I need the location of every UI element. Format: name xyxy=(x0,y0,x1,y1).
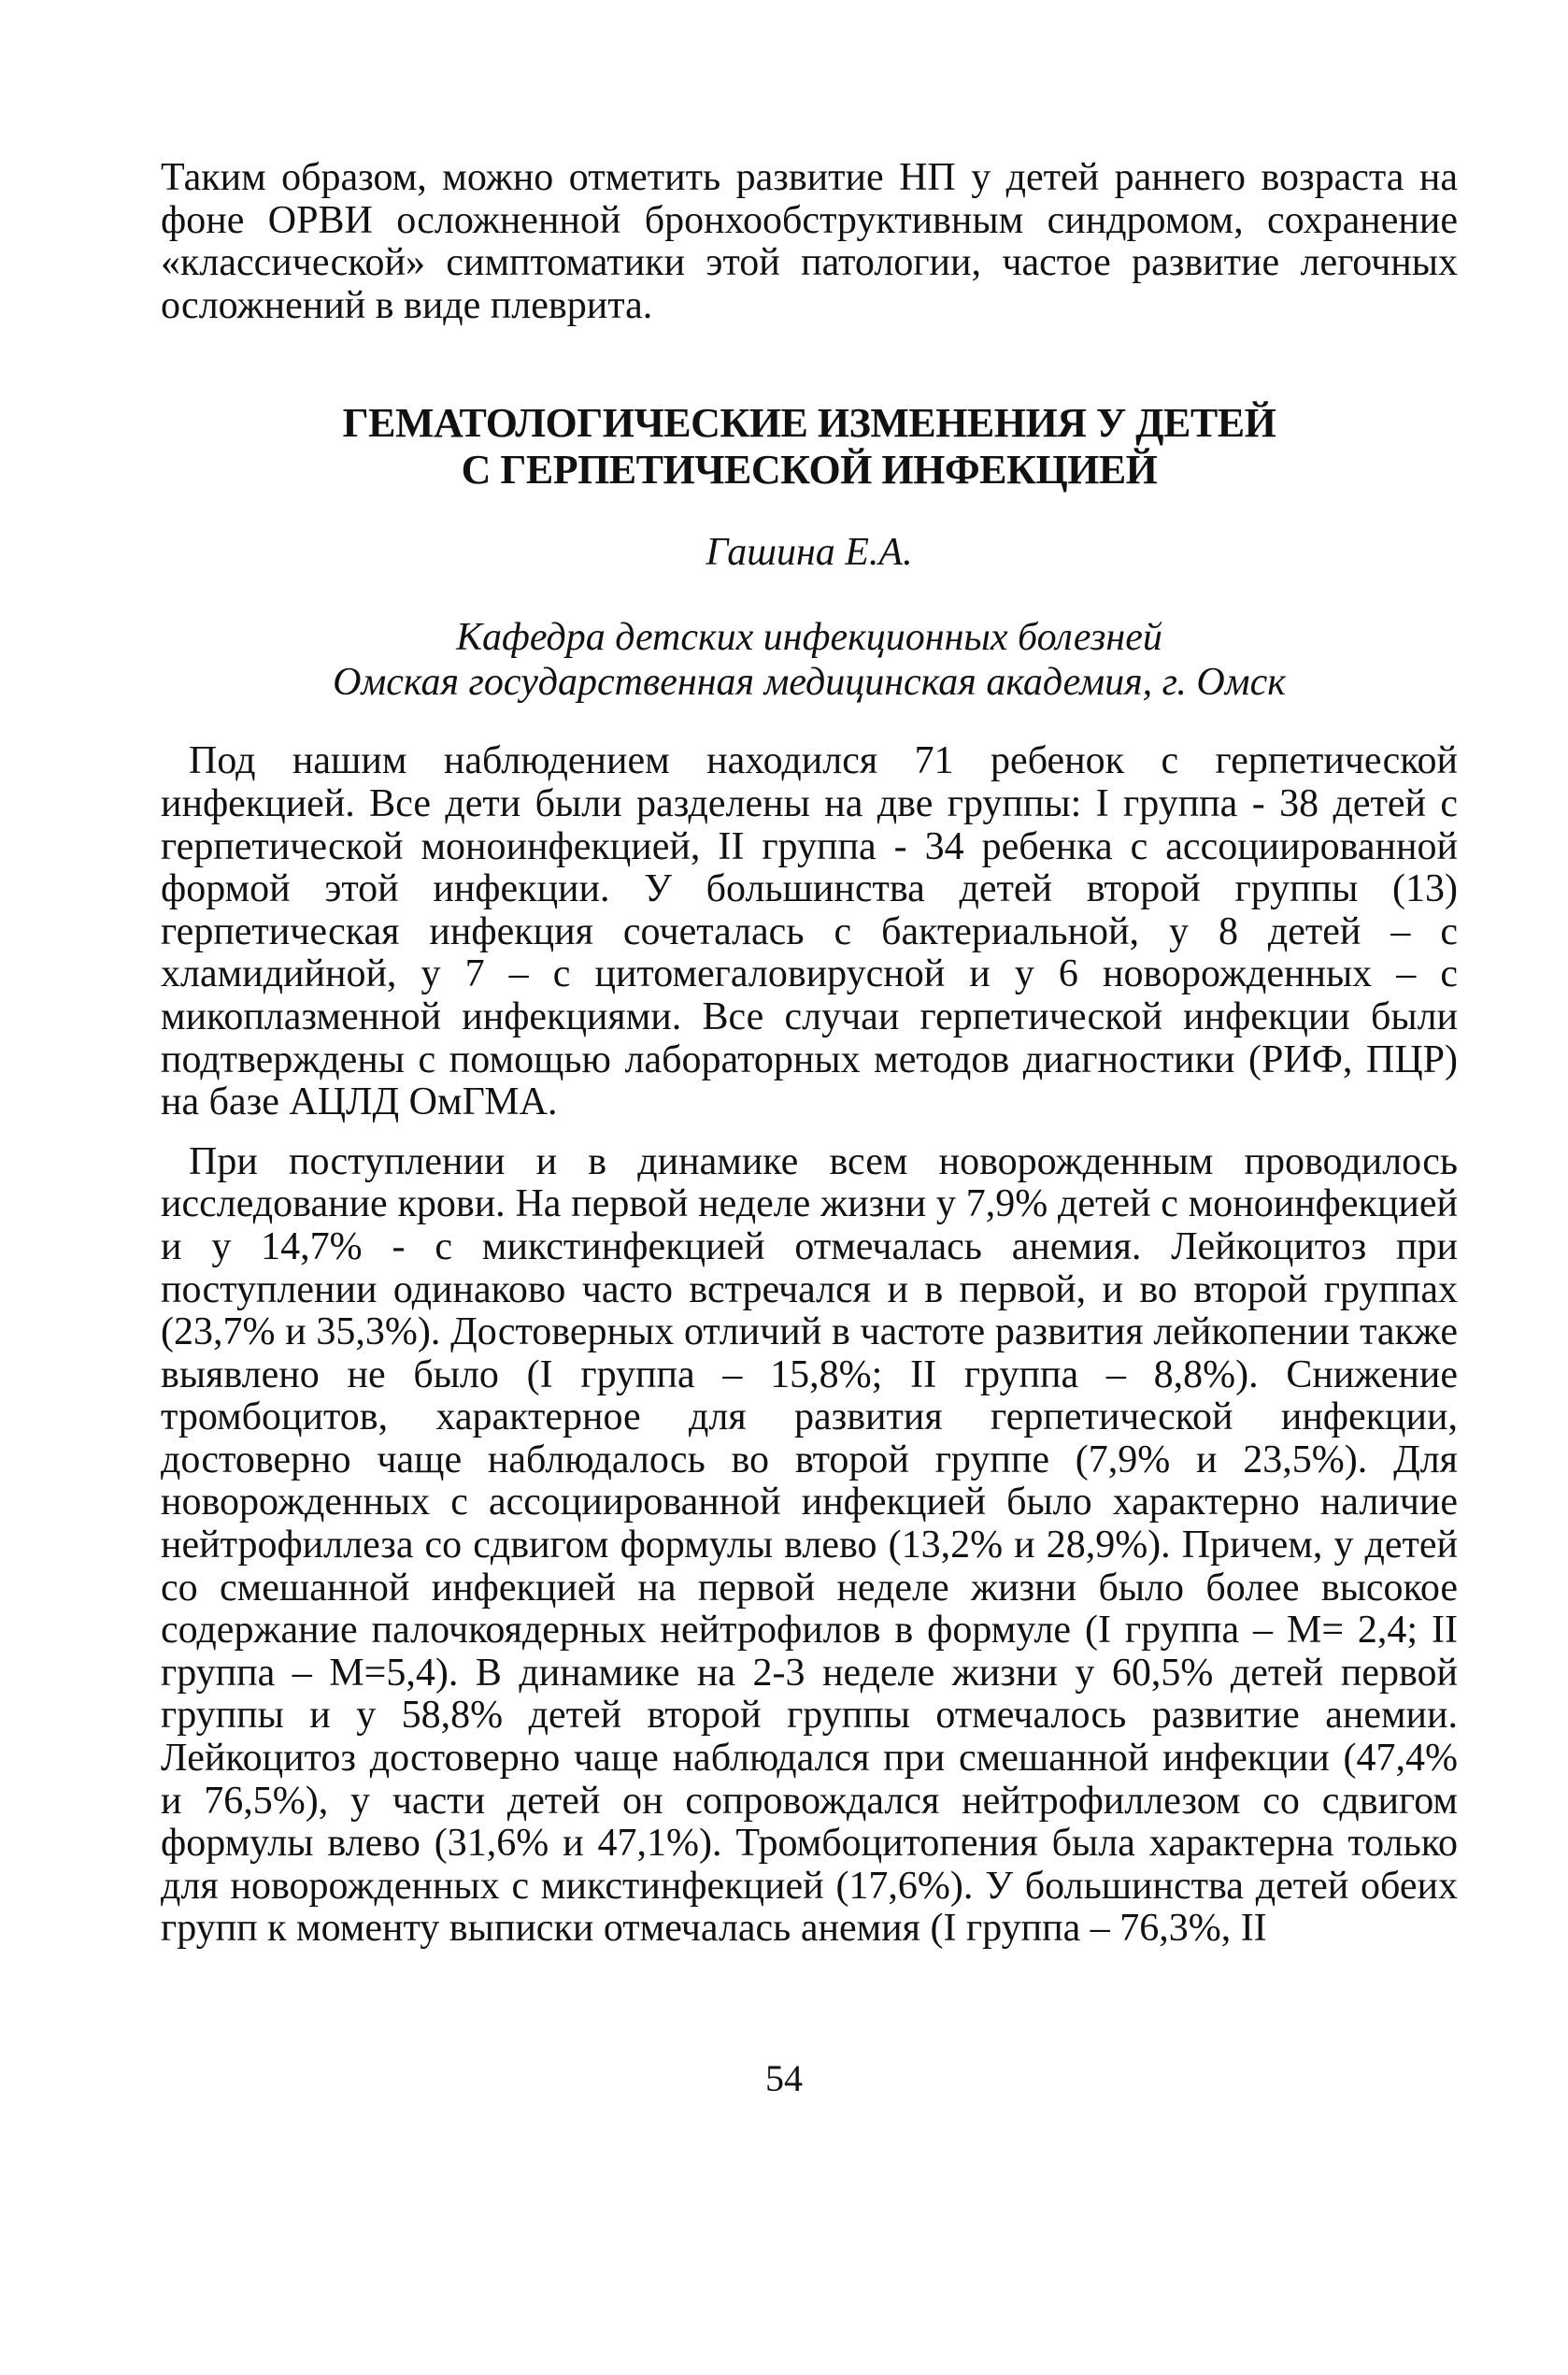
article-author: Гашина Е.А. xyxy=(706,531,913,575)
page-number: 54 xyxy=(765,2057,803,2099)
intro-paragraph: Таким образом, можно отметить развитие НП у детей раннего возраста на фоне ОРВИ осложненной бронхообструктивным синдромом, сохранение «классической» симптоматики этой патологии, частое развитие легочных осложнений в виде плеврита. xyxy=(161,156,1458,327)
article-title-line-1: ГЕМАТОЛОГИЧЕСКИЕ ИЗМЕНЕНИЯ У ДЕТЕЙ xyxy=(342,400,1276,447)
body-paragraph-2: При поступлении и в динамике всем новорожденным проводилось исследование крови. На первой неделе жизни у 7,9% детей с моноинфекцией и у 14,7% - с микстинфекцией отмечалась анемия. Лейкоцитоз при поступлении одинаково часто встречался и в первой, и во второй группах (23,7% и 35,3%). Достоверных отличий в частоте развития лейкопении также выявлено не было (I группа – 15,8%; II группа – 8,8%). Снижение тромбоцитов, характерное для развития герпетической инфекции, достоверно чаще наблюдалось во второй группе (7,9% и 23,5%). Для новорожденных с ассоциированной инфекцией было характерно наличие нейтрофиллеза со сдвигом формулы влево (13,2% и 28,9%). Причем, у детей со смешанной инфекцией на первой неделе жизни было более высокое содержание палочкоядерных нейтрофилов в формуле (I группа – М= 2,4; II группа – М=5,4). В динамике на 2-3 неделе жизни у 60,5% детей первой группы и у 58,8% детей второй группы отмечалось развитие анемии. Лейкоцитоз достоверно чаще наблюдался при смешанной инфекции (47,4% и 76,5%), у части детей он сопровождался нейтрофиллезом со сдвигом формулы влево (31,6% и 47,1%). Тромбоцитопения была характерна только для новорожденных с микстинфекцией (17,6%). У большинства детей обеих групп к моменту выписки отмечалась анемия (I группа – 76,3%, II xyxy=(161,1139,1458,1951)
article-affiliation xyxy=(161,615,1458,705)
article-title-line-2: С ГЕРПЕТИЧЕСКОЙ ИНФЕКЦИЕЙ xyxy=(461,447,1158,494)
article-title xyxy=(161,400,1458,494)
body-paragraph-1: Под нашим наблюдением находился 71 ребенок с герпетической инфекцией. Все дети были разделены на две группы: I группа - 38 детей с герпетической моноинфекцией, II группа - 34 ребенка с ассоциированной формой этой инфекции. У большинства детей второй группы (13) герпетическая инфекция сочеталась с бактериальной, у 8 детей – с хламидийной, у 7 – с цитомегаловирусной и у 6 новорожденных – с микоплазменной инфекциями. Все случаи герпетической инфекции были подтверждены с помощью лабораторных методов диагностики (РИФ, ПЦР) на базе АЦЛД ОмГМА. xyxy=(161,739,1458,1124)
text-column xyxy=(161,157,1458,1951)
affiliation-department: Кафедра детских инфекционных болезней xyxy=(456,616,1162,660)
affiliation-institution: Омская государственная медицинская академия, г. Омск xyxy=(333,661,1286,705)
